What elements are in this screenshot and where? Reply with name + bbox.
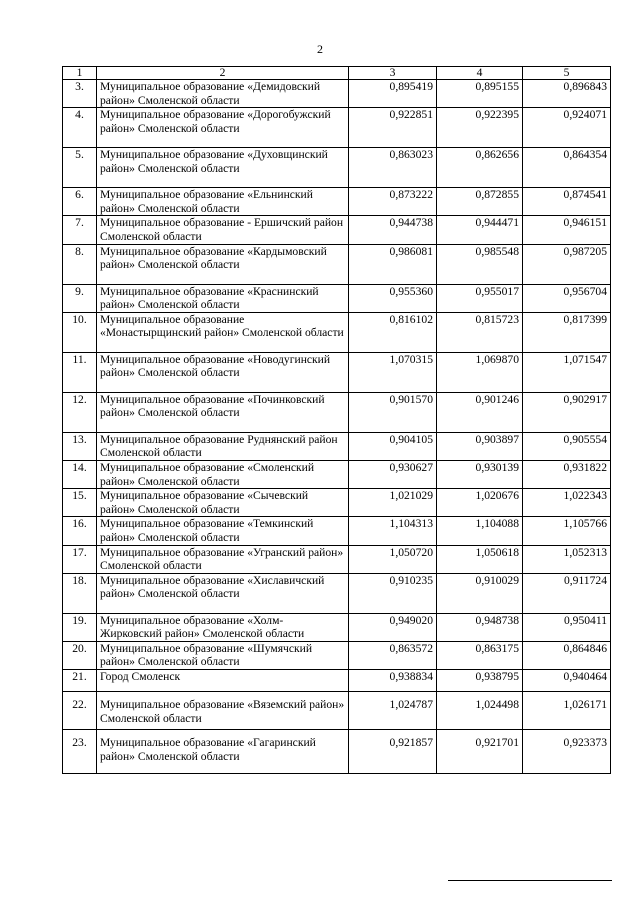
value-col-3: 0,938834 [349, 670, 437, 692]
municipality-name: Муниципальное образование - Ершичский район Смоленской области [97, 216, 349, 244]
value-col-3: 0,816102 [349, 312, 437, 352]
municipality-name: Муниципальное образование «Новодугинский район» Смоленской области [97, 352, 349, 392]
municipality-name: Муниципальное образование «Холм-Жирковский район» Смоленской области [97, 613, 349, 641]
value-col-3: 1,050720 [349, 545, 437, 573]
row-number: 9. [63, 284, 97, 312]
page-number: 2 [317, 42, 323, 56]
municipality-name: Муниципальное образование Руднянский район Смоленской области [97, 432, 349, 460]
value-col-3: 0,863572 [349, 641, 437, 669]
value-col-5: 0,950411 [523, 613, 611, 641]
value-col-4: 0,985548 [437, 244, 523, 284]
value-col-4: 0,922395 [437, 108, 523, 148]
value-col-5: 0,911724 [523, 573, 611, 613]
value-col-3: 0,922851 [349, 108, 437, 148]
value-col-5: 0,956704 [523, 284, 611, 312]
value-col-4: 0,895155 [437, 80, 523, 108]
value-col-3: 0,895419 [349, 80, 437, 108]
value-col-5: 1,022343 [523, 489, 611, 517]
value-col-5: 1,052313 [523, 545, 611, 573]
row-number: 15. [63, 489, 97, 517]
value-col-4: 1,020676 [437, 489, 523, 517]
row-number: 21. [63, 670, 97, 692]
table-row [63, 216, 611, 244]
table-row [63, 641, 611, 669]
value-col-4: 0,862656 [437, 148, 523, 188]
value-col-4: 1,104088 [437, 517, 523, 545]
value-col-5: 0,902917 [523, 392, 611, 432]
value-col-5: 0,924071 [523, 108, 611, 148]
value-col-4: 0,872855 [437, 188, 523, 216]
value-col-5: 1,071547 [523, 352, 611, 392]
municipality-name: Муниципальное образование «Монастырщинский район» Смоленской области [97, 312, 349, 352]
value-col-3: 0,904105 [349, 432, 437, 460]
value-col-3: 0,901570 [349, 392, 437, 432]
value-col-4: 1,024498 [437, 692, 523, 730]
row-number: 6. [63, 188, 97, 216]
row-number: 11. [63, 352, 97, 392]
value-col-3: 0,949020 [349, 613, 437, 641]
row-number: 14. [63, 460, 97, 488]
column-header-1: 1 [63, 67, 97, 80]
row-number: 12. [63, 392, 97, 432]
value-col-3: 0,921857 [349, 730, 437, 774]
municipality-name: Муниципальное образование «Угранский район» Смоленской области [97, 545, 349, 573]
row-number: 18. [63, 573, 97, 613]
municipality-name: Муниципальное образование «Вяземский район» Смоленской области [97, 692, 349, 730]
row-number: 17. [63, 545, 97, 573]
value-col-3: 0,910235 [349, 573, 437, 613]
municipality-name: Муниципальное образование «Ельнинский район» Смоленской области [97, 188, 349, 216]
value-col-3: 0,986081 [349, 244, 437, 284]
municipality-name: Муниципальное образование «Хиславичский район» Смоленской области [97, 573, 349, 613]
row-number: 16. [63, 517, 97, 545]
table-row [63, 284, 611, 312]
table-row [63, 489, 611, 517]
footer-rule [448, 880, 612, 881]
table-row [63, 148, 611, 188]
row-number: 22. [63, 692, 97, 730]
row-number: 20. [63, 641, 97, 669]
municipality-name: Муниципальное образование «Шумячский район» Смоленской области [97, 641, 349, 669]
row-number: 3. [63, 80, 97, 108]
value-col-5: 0,864354 [523, 148, 611, 188]
table-body [63, 80, 611, 774]
column-header-5: 5 [523, 67, 611, 80]
municipality-name: Муниципальное образование «Духовщинский район» Смоленской области [97, 148, 349, 188]
table-row [63, 432, 611, 460]
municipality-name: Муниципальное образование «Дорогобужский район» Смоленской области [97, 108, 349, 148]
value-col-3: 1,021029 [349, 489, 437, 517]
municipality-name: Муниципальное образование «Починковский район» Смоленской области [97, 392, 349, 432]
table-row [63, 670, 611, 692]
table-row [63, 352, 611, 392]
table-row [63, 545, 611, 573]
row-number: 8. [63, 244, 97, 284]
value-col-4: 0,903897 [437, 432, 523, 460]
value-col-5: 0,923373 [523, 730, 611, 774]
value-col-3: 0,863023 [349, 148, 437, 188]
value-col-5: 0,864846 [523, 641, 611, 669]
column-header-2: 2 [97, 67, 349, 80]
row-number: 4. [63, 108, 97, 148]
municipality-name: Город Смоленск [97, 670, 349, 692]
value-col-4: 0,910029 [437, 573, 523, 613]
value-col-4: 0,944471 [437, 216, 523, 244]
municipality-name: Муниципальное образование «Краснинский район» Смоленской области [97, 284, 349, 312]
municipality-name: Муниципальное образование «Сычевский район» Смоленской области [97, 489, 349, 517]
header-row [63, 67, 611, 80]
column-header-4: 4 [437, 67, 523, 80]
value-col-4: 1,069870 [437, 352, 523, 392]
value-col-3: 1,070315 [349, 352, 437, 392]
value-col-5: 1,105766 [523, 517, 611, 545]
value-col-3: 0,944738 [349, 216, 437, 244]
value-col-5: 0,817399 [523, 312, 611, 352]
value-col-5: 0,905554 [523, 432, 611, 460]
value-col-5: 0,931822 [523, 460, 611, 488]
table-row [63, 573, 611, 613]
row-number: 7. [63, 216, 97, 244]
table-row [63, 392, 611, 432]
value-col-3: 1,104313 [349, 517, 437, 545]
municipality-name: Муниципальное образование «Кардымовский район» Смоленской области [97, 244, 349, 284]
row-number: 23. [63, 730, 97, 774]
value-col-4: 0,955017 [437, 284, 523, 312]
municipality-name: Муниципальное образование «Смоленский район» Смоленской области [97, 460, 349, 488]
value-col-3: 0,873222 [349, 188, 437, 216]
value-col-5: 0,940464 [523, 670, 611, 692]
table-row [63, 692, 611, 730]
municipality-name: Муниципальное образование «Демидовский район» Смоленской области [97, 80, 349, 108]
row-number: 10. [63, 312, 97, 352]
coefficients-table [62, 66, 611, 774]
value-col-4: 0,815723 [437, 312, 523, 352]
table-row [63, 517, 611, 545]
table-row [63, 312, 611, 352]
value-col-4: 0,930139 [437, 460, 523, 488]
value-col-5: 0,874541 [523, 188, 611, 216]
table-row [63, 188, 611, 216]
table-row [63, 108, 611, 148]
value-col-5: 0,896843 [523, 80, 611, 108]
value-col-5: 1,026171 [523, 692, 611, 730]
table-row [63, 80, 611, 108]
column-header-3: 3 [349, 67, 437, 80]
value-col-4: 0,948738 [437, 613, 523, 641]
municipality-name: Муниципальное образование «Гагаринский район» Смоленской области [97, 730, 349, 774]
row-number: 19. [63, 613, 97, 641]
row-number: 13. [63, 432, 97, 460]
value-col-4: 0,901246 [437, 392, 523, 432]
value-col-5: 0,987205 [523, 244, 611, 284]
table-row [63, 460, 611, 488]
table-row [63, 730, 611, 774]
value-col-4: 0,863175 [437, 641, 523, 669]
value-col-4: 0,921701 [437, 730, 523, 774]
value-col-4: 0,938795 [437, 670, 523, 692]
municipality-name: Муниципальное образование «Темкинский район» Смоленской области [97, 517, 349, 545]
table-row [63, 244, 611, 284]
value-col-3: 0,955360 [349, 284, 437, 312]
value-col-3: 0,930627 [349, 460, 437, 488]
row-number: 5. [63, 148, 97, 188]
value-col-3: 1,024787 [349, 692, 437, 730]
value-col-4: 1,050618 [437, 545, 523, 573]
value-col-5: 0,946151 [523, 216, 611, 244]
table-row [63, 613, 611, 641]
